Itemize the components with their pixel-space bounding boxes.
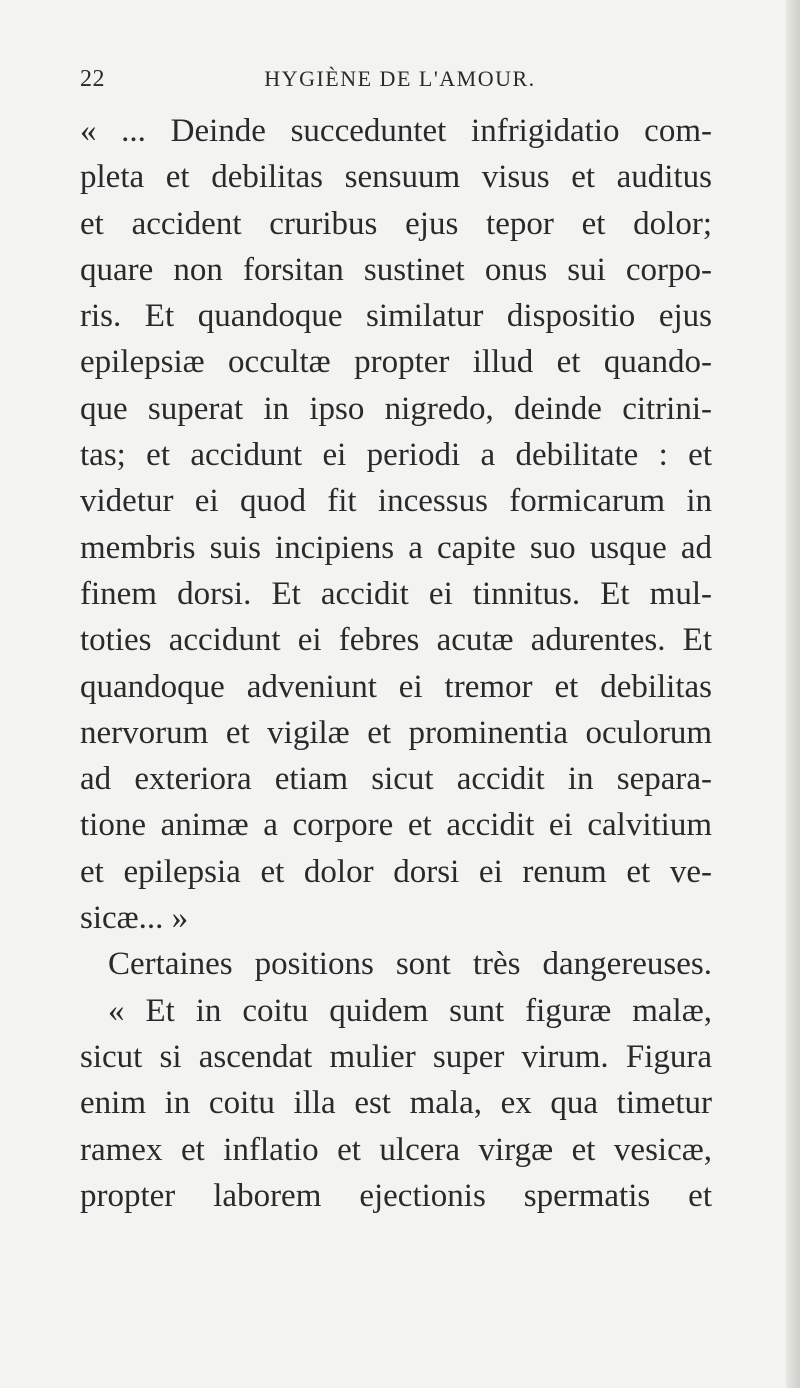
- text-line: sicut si ascendat mulier super virum. Figura: [80, 1038, 712, 1075]
- text-line: quandoque adveniunt ei tremor et debilitas: [80, 668, 712, 705]
- text-line: ad exteriora etiam sicut accidit in separa-: [80, 761, 712, 798]
- text-line: propter laborem ejectionis spermatis et: [80, 1177, 712, 1214]
- page-edge: [786, 0, 800, 1388]
- text-line: toties accidunt ei febres acutæ adurentes. Et: [80, 622, 712, 659]
- text-line: et accident cruribus ejus tepor et dolor;: [80, 205, 712, 242]
- running-title: HYGIÈNE DE L'AMOUR.: [264, 66, 536, 91]
- text-line: ris. Et quandoque similatur dispositio ejus: [80, 298, 712, 335]
- text-line: Certaines positions sont très dangereuses.: [108, 946, 712, 983]
- text-line: videtur ei quod fit incessus formicarum in: [80, 483, 712, 520]
- text-line: epilepsiæ occultæ propter illud et quando-: [80, 344, 712, 381]
- text-line: nervorum et vigilæ et prominentia oculorum: [80, 714, 712, 751]
- text-line: enim in coitu illa est mala, ex qua timetur: [80, 1085, 712, 1122]
- text-line: finem dorsi. Et accidit ei tinnitus. Et mul-: [80, 575, 712, 612]
- text-line: ramex et inflatio et ulcera virgæ et vesicæ,: [80, 1131, 712, 1168]
- text-line: « Et in coitu quidem sunt figuræ malæ,: [108, 992, 712, 1029]
- text-line: tione animæ a corpore et accidit ei calvitium: [80, 807, 712, 844]
- text-line: que superat in ipso nigredo, deinde citrini-: [80, 390, 712, 427]
- page-number: 22: [80, 66, 105, 92]
- text-line: membris suis incipiens a capite suo usque ad: [80, 529, 712, 566]
- text-line: tas; et accidunt ei periodi a debilitate : et: [80, 437, 712, 474]
- text-line: quare non forsitan sustinet onus sui corpo-: [80, 251, 712, 288]
- running-head: [80, 66, 720, 96]
- text-line: « ... Deinde succeduntet infrigidatio com-: [80, 113, 712, 149]
- text-line: et epilepsia et dolor dorsi ei renum et ve-: [80, 853, 712, 890]
- text-line: sicæ... »: [80, 900, 189, 937]
- text-line: pleta et debilitas sensuum visus et auditus: [80, 159, 712, 196]
- text-body: [80, 108, 712, 1219]
